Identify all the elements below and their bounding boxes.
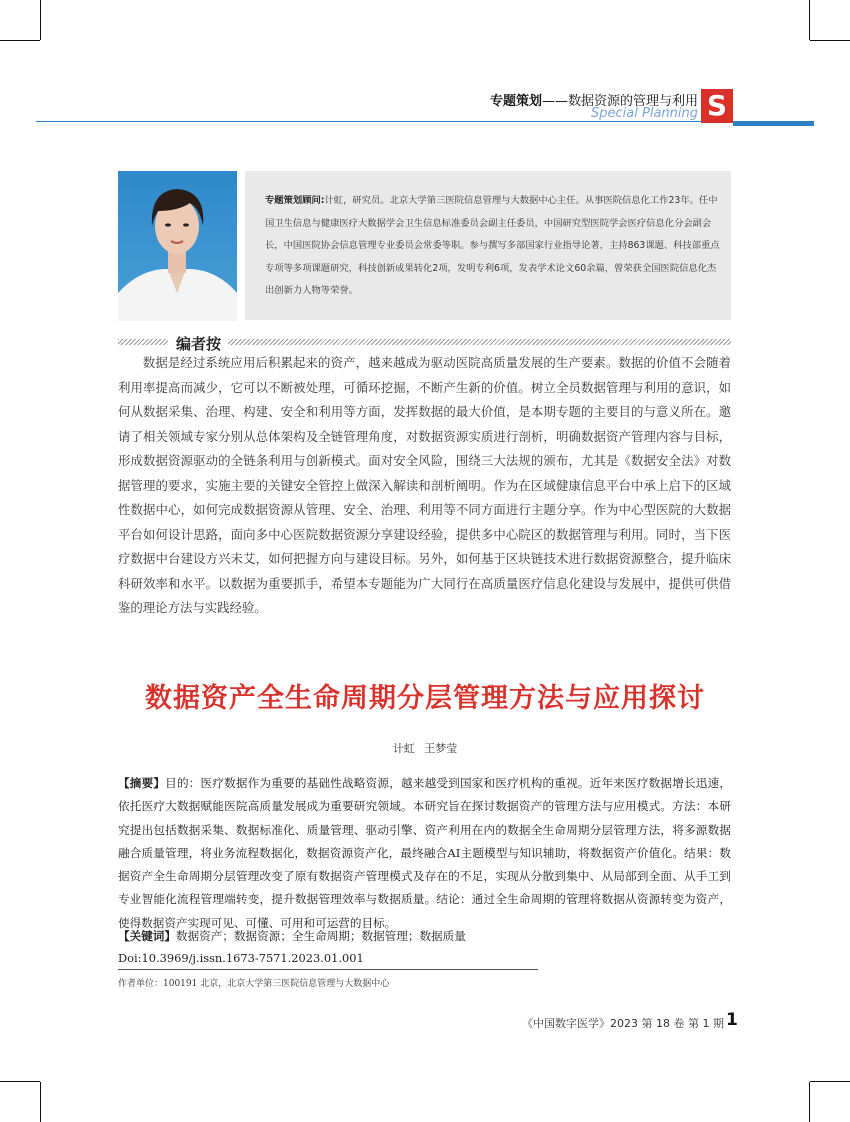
portrait-image [118,171,237,321]
page-number: 1 [726,1010,738,1030]
column-title: 专题策划——数据资源的管理与利用 [489,94,698,109]
column-subtitle-en: Special Planning [591,106,698,121]
header-rule-thick [733,121,814,126]
editor-note-body: 数据是经过系统应用后积累起来的资产，越来越成为驱动医院高质量发展的生产要素。数据的价值不会随着利用率提高而减少，它可以不断被处理，可循环挖掘，不断产生新的价值。树立全员数据管理与利用的意识，如何从数据采集、治理、构建、安全和利用等方面，发挥数据的最大价值，是本期专题的主要目的与意义所在。邀请了相关领域专家分别从总体架构及全链管理角度，对数据资源实质进行剖析，明确数据资产管理内容与目标，形成数据资源驱动的全链条利用与创新模式。面对安全风险，围绕三大法规的颁布，尤其是《数据安全法》对数据管理的要求，实施主要的关键安全管控上做深入解读和剖析阐明。作为在区域健康信息平台中承上启下的区域性数据中心，如何完成数据资源从管理、安全、治理、利用等不同方面进行主题分享。作为中心型医院的大数据平台如何设计思路，面向多中心医院数据资源分享建设经验，提供多中心院区的数据管理与利用。同时，当下医疗数据中台建设方兴未艾，如何把握方向与建设目标。另外，如何基于区块链技术进行数据资源整合，提升临床科研效率和水平。以数据为重要抓手，希望本专题能为广大同行在高质量医疗信息化建设与发展中，提供可供借鉴的理论方法与实践经验。 [118,355,731,615]
keywords: 【关键词】数据资产；数据资源；全生命周期；数据管理；数据质量 [118,929,466,943]
advisor-photo [118,171,237,321]
crop-mark [810,40,850,41]
advisor-bio: 专题策划顾问:计虹，研究员。北京大学第三医院信息管理与大数据中心主任。从事医院信息化工作23年。任中国卫生信息与健康医疗大数据学会卫生信息标准委员会副主任委员，中国研究型医院学会医疗信息化分会副会长，中国医院协会信息管理专业委员会常委等职。参与撰写多部国家行业指导论著，主持863课题、科技部重点专项等多项课题研究，科技创新成果转化2项，发明专利6项，发表学术论文60余篇，曾荣获全国医院信息化杰出创新力人物等荣誉。 [265,195,720,296]
article-authors: 计虹 王梦莹 [392,742,458,755]
crop-mark [0,40,40,41]
crop-mark [809,0,810,40]
article-title: 数据资产全生命周期分层管理方法与应用探讨 [145,683,705,714]
header-rule [36,121,702,122]
editor-note-heading: 编者按 [170,333,227,354]
author-affiliation: 作者单位：100191 北京，北京大学第三医院信息管理与大数据中心 [118,979,390,989]
section-badge: S [701,89,733,123]
abstract: 【摘要】目的：医疗数据作为重要的基础性战略资源，越来越受到国家和医疗机构的重视。近年来医疗数据增长迅速，依托医疗大数据赋能医院高质量发展成为重要研究领域。本研究旨在探讨数据资产的管理方法与应用模式。方法：本研究提出包括数据采集、数据标准化、质量管理、驱动引擎、资产利用在内的数据全生命周期分层管理方法，将多源数据融合质量管理，将业务流程数据化，数据资源资产化，最终融合AI主题模型与知识辅助，将数据资产价值化。结果：数据资产全生命周期分层管理改变了原有数据资产管理模式及存在的不足，实现从分散到集中、从局部到全面、从手工到专业智能化流程管理端转变，提升数据管理效率与数据质量。结论：通过全生命周期的管理将数据从资源转变为资产，使得数据资产实现可见、可懂、可用和可运营的目标。 [118,776,731,930]
hatch-divider [228,339,731,345]
hatch-divider [118,339,168,345]
crop-mark [810,1081,850,1082]
journal-footer: 《中国数字医学》2023 第 18 卷 第 1 期 [522,1017,724,1030]
doi: Doi:10.3969/j.issn.1673-7571.2023.01.001 [118,951,364,965]
crop-mark [0,1081,40,1082]
crop-mark [809,1082,810,1122]
doi-rule [118,969,538,970]
crop-mark [40,1082,41,1122]
crop-mark [40,0,41,40]
